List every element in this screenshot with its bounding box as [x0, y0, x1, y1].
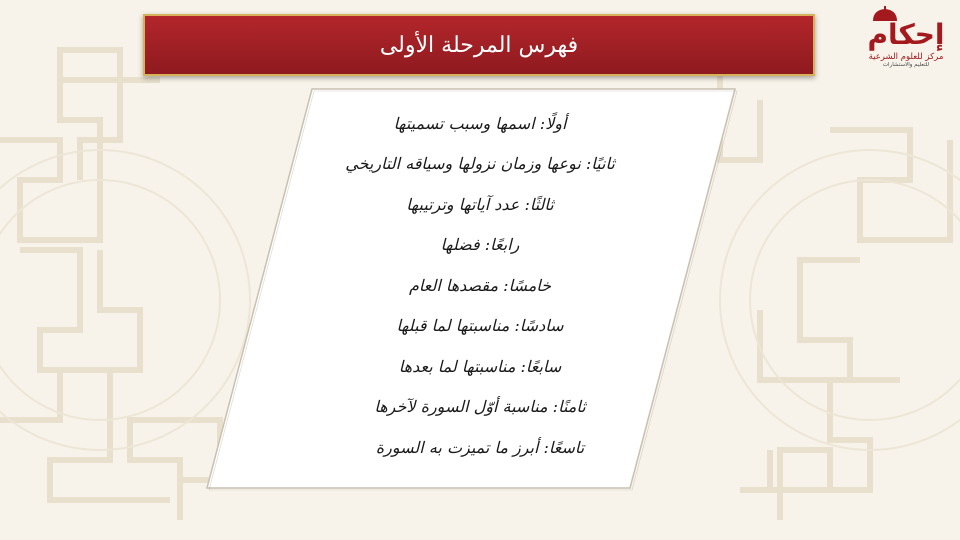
list-item: ثامنًا: مناسبة أوّل السورة لآخرها: [374, 397, 586, 417]
list-item: رابعًا: فضلها: [440, 235, 520, 255]
list-item: خامسًا: مقصدها العام: [408, 275, 552, 295]
page-title: فهرس المرحلة الأولى: [379, 32, 579, 58]
index-list: [330, 103, 630, 468]
logo-name: إحكام: [867, 18, 945, 51]
list-item: سابعًا: مناسبتها لما بعدها: [398, 356, 562, 376]
list-item: ثانيًا: نوعها وزمان نزولها وسياقه التاريخي: [345, 154, 615, 174]
list-item: تاسعًا: أبرز ما تميزت به السورة: [375, 437, 585, 457]
logo: [858, 6, 954, 68]
logo-subline: للتعليم والاستشارات: [882, 62, 930, 68]
list-item: سادسًا: مناسبتها لما قبلها: [396, 316, 564, 336]
list-item: ثالثًا: عدد آياتها وترتيبها: [406, 194, 554, 214]
list-item: أولًا: اسمها وسبب تسميتها: [393, 113, 567, 133]
logo-tagline: مركز للعلوم الشرعية: [868, 52, 944, 62]
